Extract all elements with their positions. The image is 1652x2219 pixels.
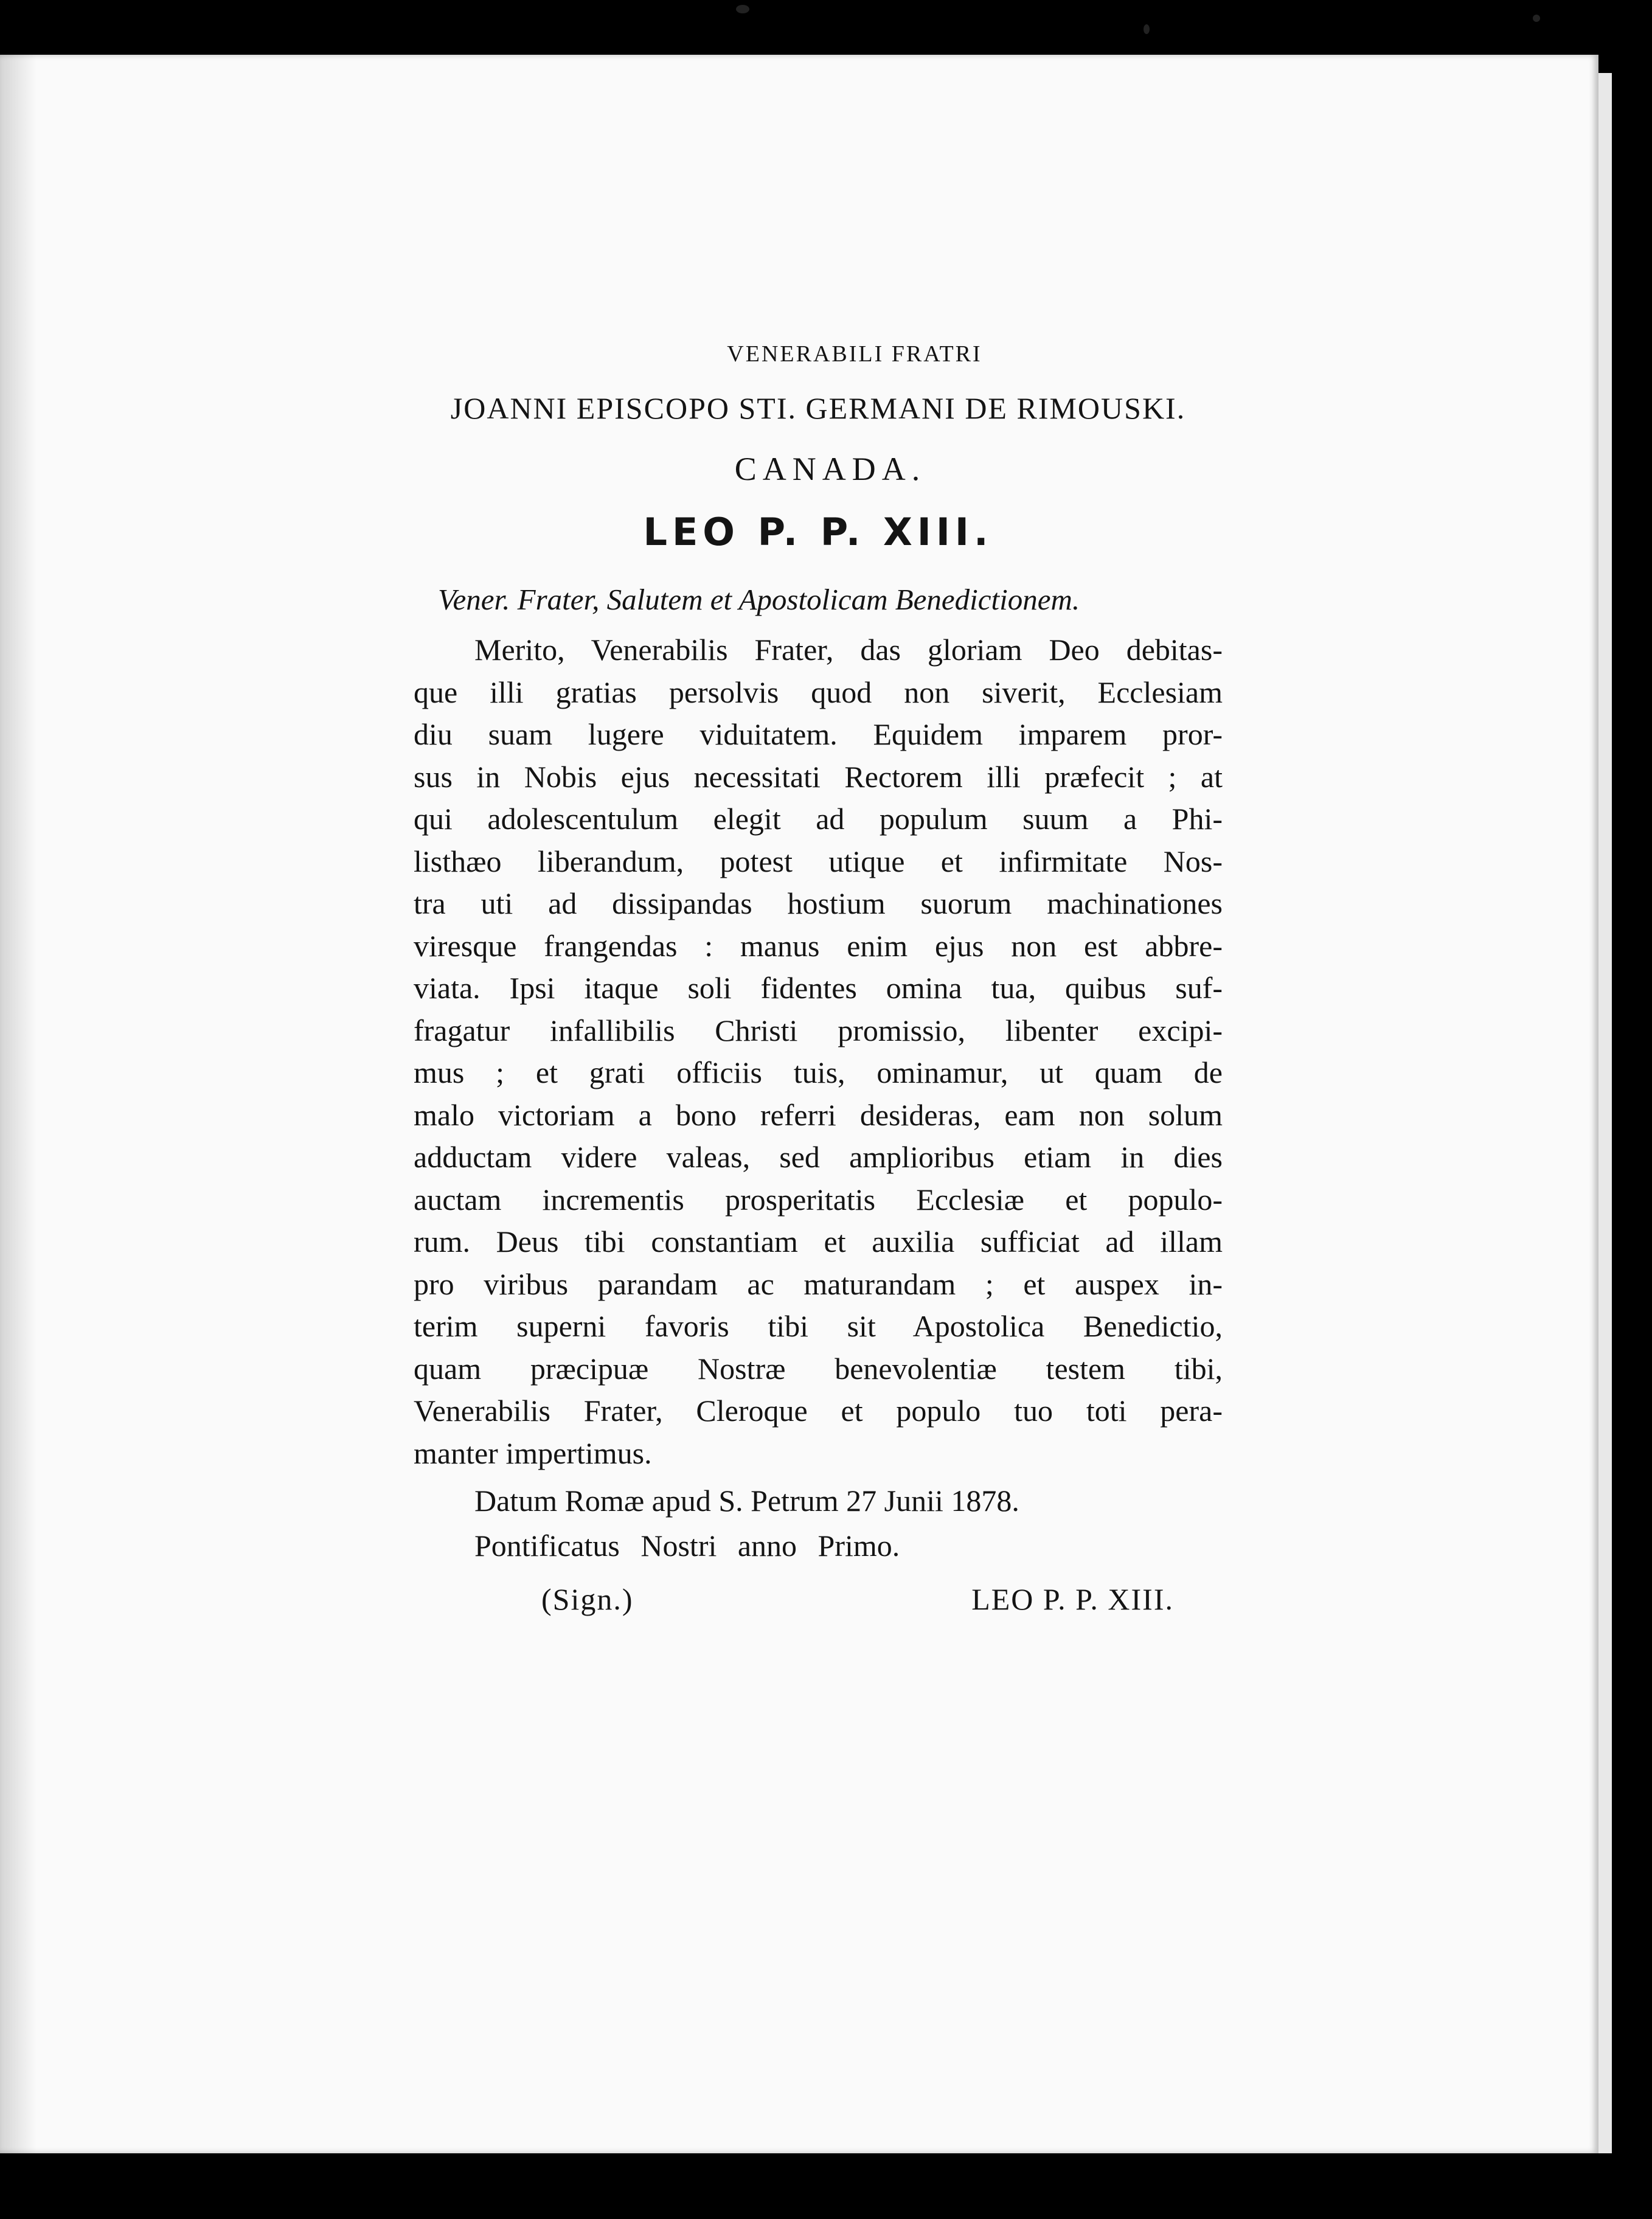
body-line: viata. Ipsi itaque soli fidentes omina tua, quibus suf-: [414, 971, 1223, 1005]
body-line: Merito, Venerabilis Frater, das gloriam Deo debitas-: [474, 633, 1223, 667]
body-line: mus ; et grati officiis tuis, ominamur, ut quam de: [414, 1055, 1223, 1089]
body-line: tra uti ad dissipandas hostium suorum machinationes: [414, 886, 1223, 920]
body-line: terim superni favoris tibi sit Apostolica Benedictio,: [414, 1309, 1223, 1343]
body-line: quam præcipuæ Nostræ benevolentiæ testem tibi,: [414, 1351, 1223, 1386]
body-line: Venerabilis Frater, Cleroque et populo tuo toti pera-: [414, 1394, 1223, 1428]
country-heading: CANADA.: [734, 451, 926, 487]
scan-speck: [1533, 15, 1540, 22]
body-line: adductam videre valeas, sed amplioribus etiam in dies: [414, 1140, 1223, 1174]
pope-title: LEO P. P. XIII.: [643, 510, 993, 554]
body-line: manter impertimus.: [414, 1436, 652, 1470]
dating-block: [474, 1478, 1223, 1568]
body-line: que illi gratias persolvis quod non siverit, Ecclesiam: [414, 675, 1223, 709]
body-line: malo victoriam a bono referri desideras, eam non solum: [414, 1097, 1223, 1132]
sign-label: (Sign.): [541, 1582, 634, 1616]
body-line: rum. Deus tibi constantiam et auxilia sufficiat ad illam: [414, 1224, 1223, 1259]
body-line: fragatur infallibilis Christi promissio, libenter excipi-: [414, 1013, 1223, 1047]
pontificate-line: Pontificatus Nostri anno Primo.: [474, 1529, 900, 1563]
bishop-heading: JOANNI EPISCOPO STI. GERMANI DE RIMOUSKI.: [450, 391, 1186, 425]
body-line: sus in Nobis ejus necessitati Rectorem illi præfecit ; at: [414, 759, 1223, 794]
spine-shadow: [0, 55, 36, 2153]
letter-body: [414, 629, 1223, 1474]
letter-content: [414, 341, 1223, 1617]
signature-name: LEO P. P. XIII.: [971, 1582, 1174, 1616]
date-line: Datum Romæ apud S. Petrum 27 Junii 1878.: [474, 1484, 1019, 1518]
body-line: pro viribus parandam ac maturandam ; et auspex in-: [414, 1266, 1223, 1301]
addressee-heading: VENERABILI FRATRI: [727, 341, 982, 367]
salutation: Vener. Frater, Salutem et Apostolicam Benedictionem.: [438, 583, 1080, 616]
scan-speck: [1144, 24, 1150, 34]
body-line: viresque frangendas : manus enim ejus non est abbre-: [414, 928, 1223, 963]
body-line: qui adolescentulum elegit ad populum suum a Phi-: [414, 802, 1223, 836]
page-edge: [1598, 73, 1612, 2153]
body-line: listhæo liberandum, potest utique et infirmitate Nos-: [414, 844, 1223, 878]
signature-block: [541, 1582, 1174, 1617]
scan-speck: [736, 5, 749, 13]
body-line: diu suam lugere viduitatem. Equidem imparem pror-: [414, 717, 1223, 751]
body-line: auctam incrementis prosperitatis Ecclesiæ et populo-: [414, 1182, 1223, 1217]
